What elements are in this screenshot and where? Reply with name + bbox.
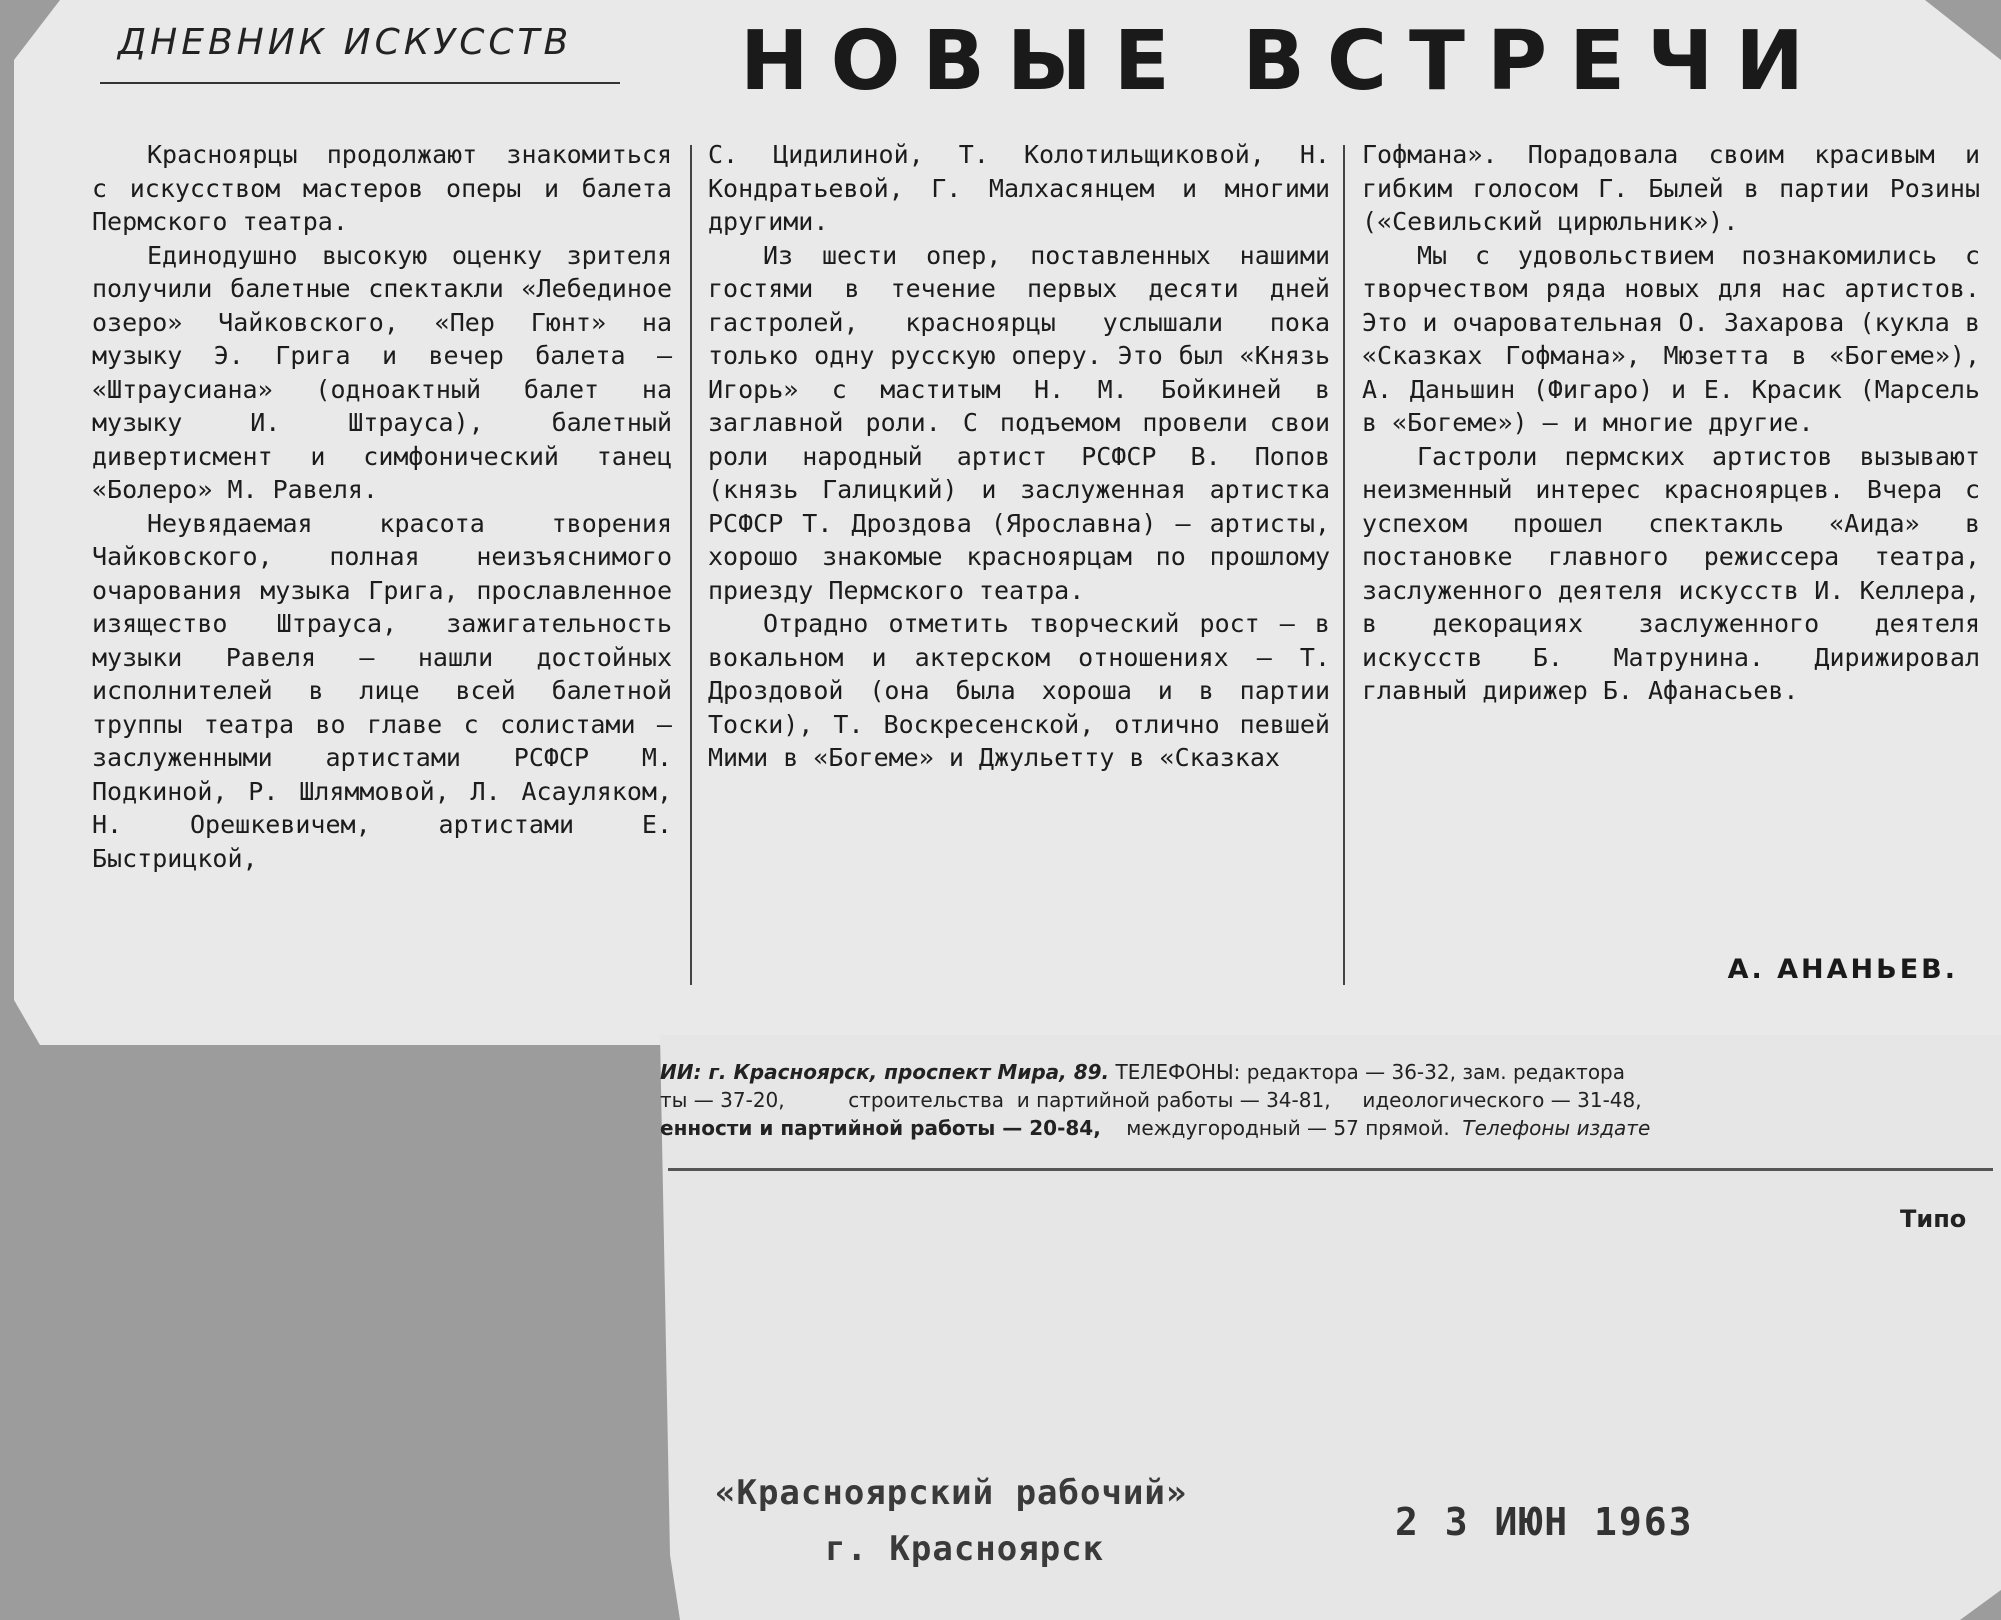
typography-fragment: Типо — [1900, 1205, 1967, 1233]
article-column-3 — [1362, 138, 1980, 708]
column-divider — [1343, 145, 1345, 985]
date-stamp: 2 3 ИЮН 1963 — [1395, 1500, 1694, 1544]
newspaper-name-stamp — [715, 1465, 1275, 1577]
article-column-1 — [92, 138, 672, 875]
section-kicker: ДНЕВНИК ИСКУССТВ — [118, 22, 573, 63]
paragraph: Гофмана». Порадовала своим красивым и гибким голосом Г. Былей в партии Розины («Севильский цирюльник»). — [1362, 140, 1980, 236]
imprint-rule — [668, 1168, 1993, 1171]
paragraph: Из шести опер, поставленных нашими гостями в течение первых десяти дней гастролей, красноярцы услышали пока только одну русскую оперу. Это был «Князь Игорь» с маститым Н. М. Бойкиней в заглавной роли. С подъемом провели свои роли народный артист РСФСР В. Попов (князь Галицкий) и заслуженная артистка РСФСР Т. Дроздова (Ярославна) — артисты, хорошо знакомые красноярцам по прошлому приезду Пермского театра. — [708, 240, 1330, 605]
paragraph: Единодушно высокую оценку зрителя получили балетные спектакли «Лебединое озеро» Чайковского, «Пер Гюнт» на музыку Э. Грига и вечер балета — «Штраусиана» (одноактный балет на музыку И. Штрауса), балетный дивертисмент и симфонический танец «Болеро» М. Равеля. — [92, 240, 672, 504]
paragraph: Красноярцы продолжают знакомиться с искусством мастеров оперы и балета Пермского театра. — [92, 140, 672, 236]
paragraph: Гастроли пермских артистов вызывают неизменный интерес красноярцев. Вчера с успехом прошел спектакль «Аида» в постановке главного режиссера театра, заслуженного деятеля искусств И. Келлера, в декорациях заслуженного деятеля искусств Б. Матрунина. Дирижировал главный дирижер Б. Афанасьев. — [1362, 441, 1980, 705]
article-headline: НОВЫЕ ВСТРЕЧИ — [740, 14, 1826, 109]
stamp-city: г. Красноярск — [825, 1529, 1105, 1569]
article-column-2 — [708, 138, 1330, 775]
paragraph: Мы с удовольствием познакомились с творчеством ряда новых для нас артистов. Это и очаровательная О. Захарова (кукла в «Сказках Гофмана», Мюзетта в «Богеме»), А. Даньшин (Фигаро) и Е. Красик (Марсель в «Богеме») — и многие другие. — [1362, 240, 1980, 437]
column-divider — [690, 145, 692, 985]
stamp-paper-name: «Красноярский рабочий» — [715, 1473, 1188, 1513]
article-author: А. АНАНЬЕВ. — [1727, 954, 1958, 985]
imprint-line-1: ИИ: г. Красноярск, проспект Мира, 89. ТЕЛЕФОНЫ: редактора — 36-32, зам. редактора — [660, 1060, 1626, 1084]
paragraph: Отрадно отметить творческий рост — в вокальном и актерском отношениях — Т. Дроздовой (она была хороша и в партии Тоски), Т. Воскресенской, отлично певшей Мими в «Богеме» и Джульетту в «Сказках — [708, 609, 1330, 772]
kicker-underline — [100, 82, 620, 84]
paragraph: Неувядаемая красота творения Чайковского, полная неизъяснимого очарования музыка Грига, прославленное изящество Штрауса, зажигательность музыки Равеля — нашли достойных исполнителей в лице всей балетной труппы театра во главе с солистами — заслуженными артистами РСФСР М. Подкиной, Р. Шляммовой, Л. Асауляком, Н. Орешкевичем, артистами Е. Быстрицкой, — [92, 508, 672, 873]
paragraph: С. Цидилиной, Т. Колотильщиковой, Н. Кондратьевой, Г. Малхасянцем и многими другими. — [708, 140, 1330, 236]
newspaper-imprint — [660, 1058, 1990, 1142]
imprint-line-2: ты — 37-20, строительства и партийной работы — 34-81, идеологического — 31-48, — [660, 1088, 1642, 1112]
imprint-line-3: енности и партийной работы — 20-84, междугородный — 57 прямой. Телефоны издате — [660, 1116, 1651, 1140]
